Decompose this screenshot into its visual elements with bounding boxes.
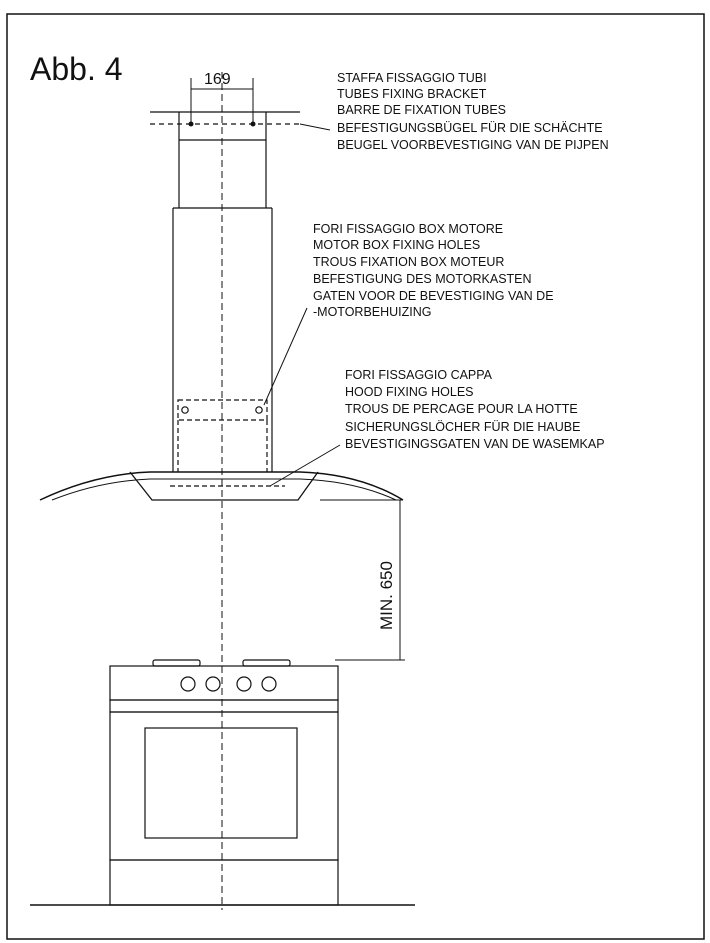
hood-leader	[270, 445, 340, 486]
dimension-height-text: MIN. 650	[377, 561, 396, 630]
cooker-knob-3	[237, 677, 251, 691]
dimension-width-text: 169	[204, 71, 231, 88]
bracket-label-2: TUBES FIXING BRACKET	[337, 87, 487, 101]
bracket-label-1: STAFFA FISSAGGIO TUBI	[337, 71, 487, 85]
bracket-label-5: BEUGEL VOORBEVESTIGING VAN DE PIJPEN	[337, 138, 609, 152]
motor-box-label-4: BEFESTIGUNG DES MOTORKASTEN	[313, 272, 532, 286]
motor-box-label-5: GATEN VOOR DE BEVESTIGING VAN DE	[313, 289, 554, 303]
motor-box-label-6: -MOTORBEHUIZING	[313, 305, 432, 319]
cooker-knob-4	[262, 677, 276, 691]
motor-box-leader	[264, 308, 307, 405]
figure-label: Abb. 4	[30, 51, 123, 87]
hood-label-5: BEVESTIGINGSGATEN VAN DE WASEMKAP	[345, 437, 605, 451]
motor-box-outline	[178, 308, 307, 472]
dimension-min-650	[320, 500, 405, 660]
hood-label-2: HOOD FIXING HOLES	[345, 385, 474, 399]
hood-label-3: TROUS DE PERCAGE POUR LA HOTTE	[345, 402, 578, 416]
motor-box-label-1: FORI FISSAGGIO BOX MOTORE	[313, 222, 504, 236]
motor-box-label-3: TROUS FIXATION BOX MOTEUR	[313, 255, 505, 269]
cooker-knob-1	[181, 677, 195, 691]
motor-box-hole-left	[182, 407, 188, 413]
hood-label-4: SICHERUNGSLÖCHER FÜR DIE HAUBE	[345, 420, 581, 434]
tubes-fixing-bracket	[150, 112, 330, 130]
cooker	[110, 660, 338, 905]
cooker-knob-2	[206, 677, 220, 691]
hood-label-1: FORI FISSAGGIO CAPPA	[345, 368, 493, 382]
bracket-label-4: BEFESTIGUNGSBÜGEL FÜR DIE SCHÄCHTE	[337, 121, 603, 135]
motor-box-label-2: MOTOR BOX FIXING HOLES	[313, 238, 481, 252]
motor-box-hole-right	[256, 407, 262, 413]
bracket-label-3: BARRE DE FIXATION TUBES	[337, 103, 507, 117]
